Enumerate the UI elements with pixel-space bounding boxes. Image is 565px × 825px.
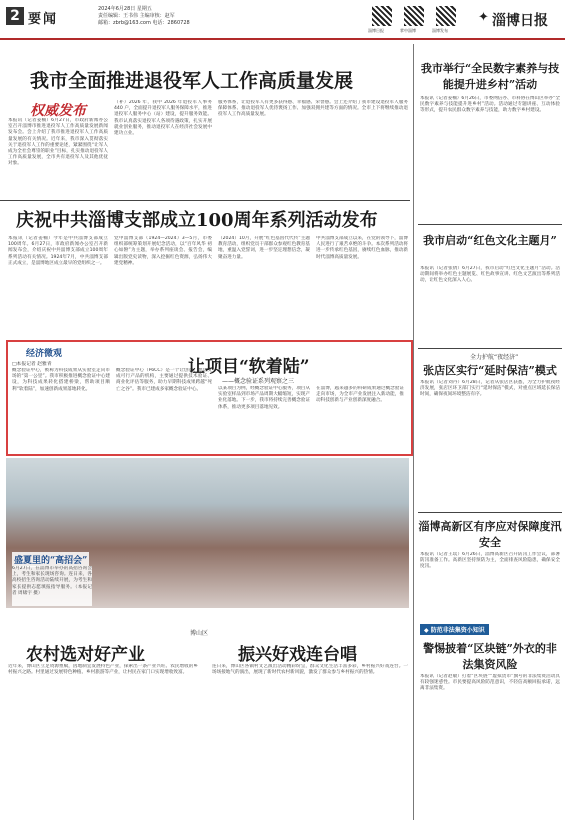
lead-body-a: 本报讯（记者姜楠）6月27日，市政府新闻办公室召开淄博市推进退役军人工作高质量发展新闻发布会。会上介绍了我市推进退役军人工作高质量发展的有关情况。近年来，我市深入贯彻落实关于退役军人工作的重要论述，紧紧围绕“让军人成为全社会尊崇的职业”目标，扎实推动退役军人工作高质量发展，全市共有退役军人及其他优抚对象。 (8, 118, 108, 167)
bottom-left-body: 近年来，博山区立足资源禀赋，因地制宜发展特色产业，探索出一条产业兴旺、农民增收的乡村振兴之路。村里通过发展特色种植、乡村旅游等产业，让村民在家门口实现增收致富。 (8, 664, 198, 676)
tips-bar-label: 防范非法集资小知识 (430, 627, 485, 634)
edition-meta (98, 6, 228, 27)
lead-body-b: （补）2026 年，我中 2026 年退役军人事务 440 户，全面提升退役军人服务保障水平，推进退役军人服务中心（站）建设，提升服务效能。我市认真落实退役军人各项待遇政策，扎实开展就业创业服务，推动退役军人在经济社会发展中建功立业。 (114, 100, 212, 137)
shield-icon: ◆ (424, 627, 431, 634)
right3-body: 本报讯（记者刘丹）6月28日，记者从张店区获悉，为全力护航夜经济发展，张店区环卫部门实行“延时保洁”模式，对重点区域延长保洁时间，确保夜间环境整洁有序。 (420, 380, 560, 398)
econ-body-a: 概念验证中心，被称为科技成果从实验室走向市场的“第一公里”。我市积极推进概念验证中心建设，为科技成果转化搭建桥梁，帮助项目顺利“软着陆”，加速创新成果落地转化。 (12, 368, 110, 392)
right1-headline[interactable]: 我市举行“全民数字素养与技能提升进乡村”活动 (420, 62, 560, 91)
party-body-b: 党中淄博支部（1924—2024）3—5月，市委组织部统筹策划开展纪念活动，以“百年风华 初心如磐”为主题，举办系列座谈会、报告会，编辑出版党史读物，深入挖掘红色资源，弘扬伟大建党精神。 (114, 236, 212, 266)
right5-body: 本报讯（记者赵敏）打着“区块链”“虚拟货币”旗号的非法集资活动具有较强迷惑性。市民要提高风险防范意识，不轻信高额回报承诺，远离非法集资。 (420, 674, 560, 692)
qr-code-icon[interactable] (372, 6, 392, 26)
right2-headline[interactable]: 我市启动“红色文化主题月” (423, 234, 557, 247)
right3-headline[interactable]: 张店区实行“延时保洁”模式 (423, 364, 557, 377)
divider (418, 512, 562, 513)
date-line: 2024年6月28日 星期五 (98, 6, 152, 12)
column-label: 经济微观 (26, 349, 63, 359)
bottom-mid-headline[interactable]: 振兴好戏连台唱 (238, 645, 357, 665)
lead-headline[interactable]: 我市全面推进退役军人工作高质量发展 (30, 70, 354, 92)
region-label: 博山区 (190, 630, 209, 637)
divider (0, 200, 410, 201)
party-body-a: 本报讯（记者姜楠）今年是中共淄博支部成立100周年。6月27日，市政府新闻办公室召开新闻发布会，介绍庆祝中共淄博支部成立100周年系列活动有关情况。1924年7月，中共淄博支部正式成立，是淄博地区成立最早的党组织之一。 (8, 236, 108, 266)
lead-body-c: 服务体系，让退役军人有更多获得感、幸福感、荣誉感。会上还介绍了我市建设退役军人服务保障体系、推动退役军人优待褒扬工作、加强双拥共建等方面的情况。全市上下将继续推动退役军人工作高质量发展。 (218, 100, 408, 118)
econ-body-d: 在淄博，越来越多的科研成果通过概念验证走向市场，为全市产业发展注入新动能，推动科技创新与产业创新深度融合。 (316, 386, 404, 404)
qr-label: 掌中淄博 (400, 28, 416, 33)
qr-code-icon[interactable] (436, 6, 456, 26)
party-body-d: 中共淄博支部成立以来，在党的领导下，淄博人民进行了艰苦卓绝的斗争。本次系列活动将进一步传承红色基因，赓续红色血脉，推动新时代淄博高质量发展。 (316, 236, 408, 260)
bottom-left-headline[interactable]: 农村选对好产业 (26, 645, 145, 665)
editor-line: 责任编辑：王书伟 主编审核：赵军 (98, 13, 175, 19)
divider (418, 224, 562, 225)
econ-headline[interactable]: 让项目“软着陆” (188, 357, 310, 377)
tips-bar (420, 624, 489, 635)
header-rule (0, 38, 565, 40)
econ-body-c: 以某项目为例，经概念验证中心服务，项目从实验室样品到市场产品周期大幅缩短，实现产业化落地。下一步，我市将持续完善概念验证体系，推动更多项目落地见效。 (218, 386, 310, 410)
qr-code-icon[interactable] (404, 6, 424, 26)
newspaper-logo: 淄博日报 (492, 13, 548, 29)
right2-body: 本报讯（记者张倩）6月27日，我市启动“红色文化主题月”活动。活动期间将举办红色主题展览、红色故事宣讲、红色文艺演出等系列活动，让红色文化深入人心。 (420, 266, 560, 284)
newspaper-logo-icon: ✦ (478, 10, 489, 25)
photo-caption-text: 6月27日，在淄博市举办的高招咨询会上，考生和家长现场咨询。连日来，各高校招生咨询活动陆续开展，为考生和家长提供志愿填报指导服务。（本报记者 周啸宇 摄） (12, 566, 92, 606)
party-headline[interactable]: 庆祝中共淄博支部成立100周年系列活动发布 (16, 210, 378, 231)
econ-byline: □本报记者 赵雅青 (12, 362, 52, 367)
right3-kicker: 全力护航“夜经济” (470, 354, 519, 361)
page-number: 2 (6, 7, 24, 25)
econ-subtitle: ——概念验证系列观察之三 (222, 378, 295, 385)
section-title: 要闻 (28, 12, 59, 27)
right5-headline[interactable]: 警惕披着“区块链”外衣的非法集资风险 (423, 642, 557, 671)
column-divider (413, 44, 414, 820)
right4-headline[interactable]: 淄博高新区有序应对保障度汛安全 (418, 520, 562, 549)
right4-body: 本报讯（记者王琰）6月26日，淄博高新区召开防汛工作会议，部署防汛准备工作。高新区坚持预防为主，全面排查风险隐患，确保安全度汛。 (420, 552, 560, 570)
qr-label: 淄博日报 (368, 28, 384, 33)
right1-body: 本报讯（记者姜楠）6月26日，市委网信办、市科协在博山区举办“全民数字素养与技能提升进乡村”活动。活动通过专题讲座、互动体验等形式，提升农民群众数字素养与技能，助力数字乡村建设。 (420, 96, 560, 114)
photo-caption-title: 盛夏里的“高招会” (12, 552, 89, 567)
econ-body-b: 概念验证中心（PoCC）是一个让创意、想法变成可行产品的机构，主要通过提供技术验证、商业化评估等服务，助力早期科技成果跨越“死亡之谷”。我市已建成多家概念验证中心。 (116, 368, 212, 392)
bottom-mid-body: 连日来，博山区各镇村文艺演出活动精彩纷呈，群众文化生活丰富多彩，乡村振兴好戏连台。一场场接地气的演出，展现了新时代农村新风貌，激发了群众参与乡村振兴的热情。 (212, 664, 408, 676)
official-release-tag: 权威发布 (30, 103, 86, 119)
party-body-c: （2024）10月，开展“红色基因代代传”主题教育活动，组织党员干部群众参观红色教育基地，重温入党誓词，进一步坚定理想信念，凝聚奋进力量。 (218, 236, 310, 260)
qr-label: 淄博发布 (432, 28, 448, 33)
email-line: 邮箱：zbrb@163.com 电话：2860728 (98, 20, 190, 26)
page-header (0, 0, 565, 42)
divider (418, 348, 562, 349)
